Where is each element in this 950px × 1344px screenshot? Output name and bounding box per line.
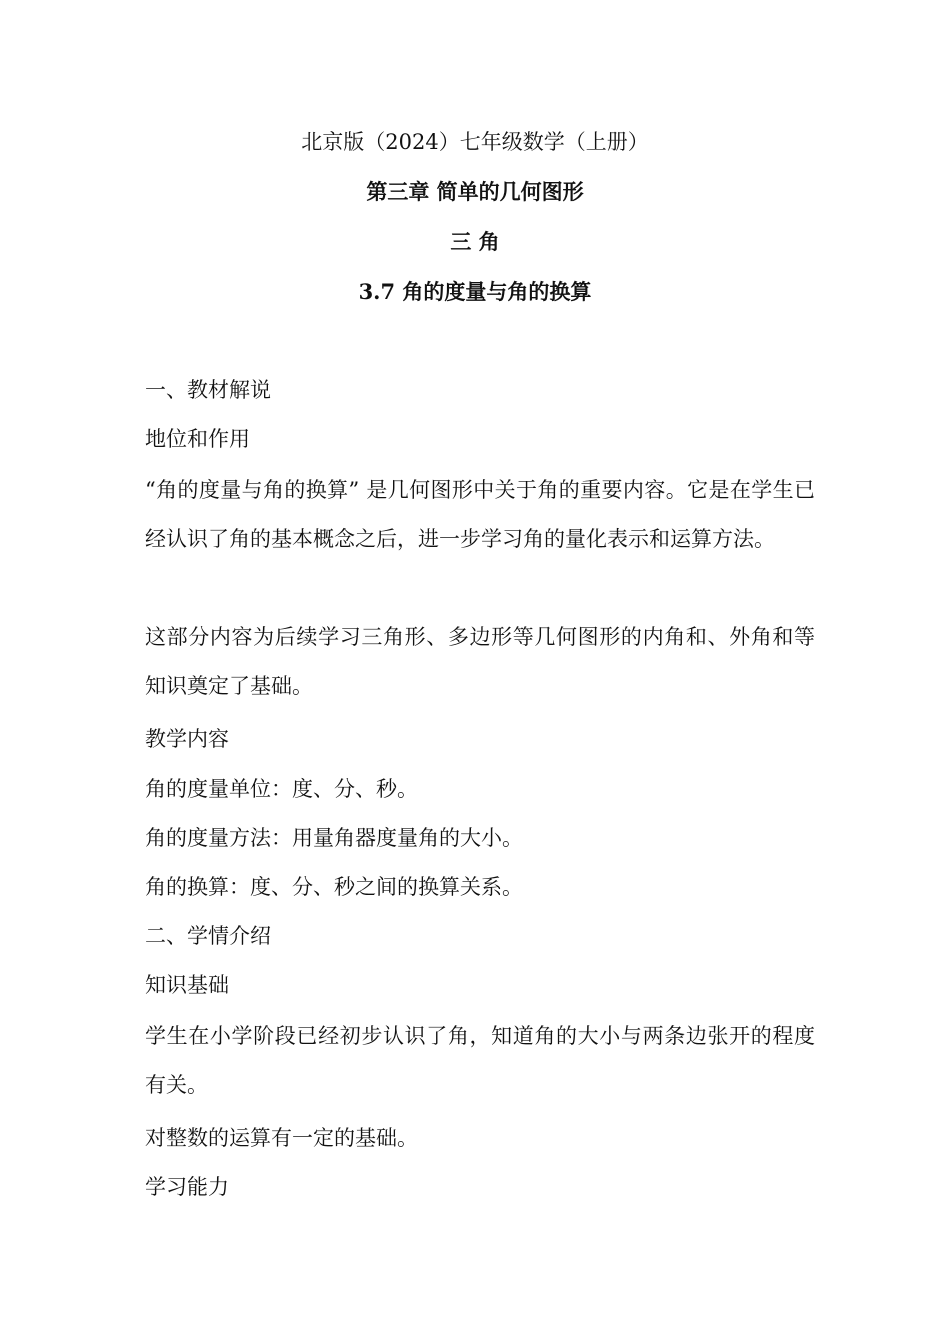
list-item-units: 角的度量单位：度、分、秒。 xyxy=(145,777,418,801)
heading-textbook-analysis: 一、教材解说 xyxy=(145,378,271,402)
book-title: 北京版（2024）七年级数学（上册） xyxy=(301,130,649,154)
section-title: 三 角 xyxy=(450,229,500,254)
paragraph-role-2: 这部分内容为后续学习三角形、多边形等几何图形的内角和、外角和等知识奠定了基础。 xyxy=(145,625,815,698)
paragraph-knowledge-2: 对整数的运算有一定的基础。 xyxy=(145,1126,418,1150)
list-item-conversion: 角的换算：度、分、秒之间的换算关系。 xyxy=(145,875,523,899)
heading-student-situation: 二、学情介绍 xyxy=(145,924,271,948)
lesson-title: 3.7 角的度量与角的换算 xyxy=(358,279,592,304)
subheading-role: 地位和作用 xyxy=(145,427,250,451)
paragraph-role-1: “角的度量与角的换算” 是几何图形中关于角的重要内容。它是在学生已经认识了角的基本概念之后，进一步学习角的量化表示和运算方法。 xyxy=(145,478,815,551)
subheading-learning-ability: 学习能力 xyxy=(145,1175,229,1199)
paragraph-knowledge-1: 学生在小学阶段已经初步认识了角，知道角的大小与两条边张开的程度有关。 xyxy=(145,1024,815,1097)
subheading-knowledge-base: 知识基础 xyxy=(145,973,229,997)
list-item-method: 角的度量方法：用量角器度量角的大小。 xyxy=(145,826,523,850)
subheading-teaching-content: 教学内容 xyxy=(145,727,229,751)
chapter-title: 第三章 简单的几何图形 xyxy=(366,179,584,204)
